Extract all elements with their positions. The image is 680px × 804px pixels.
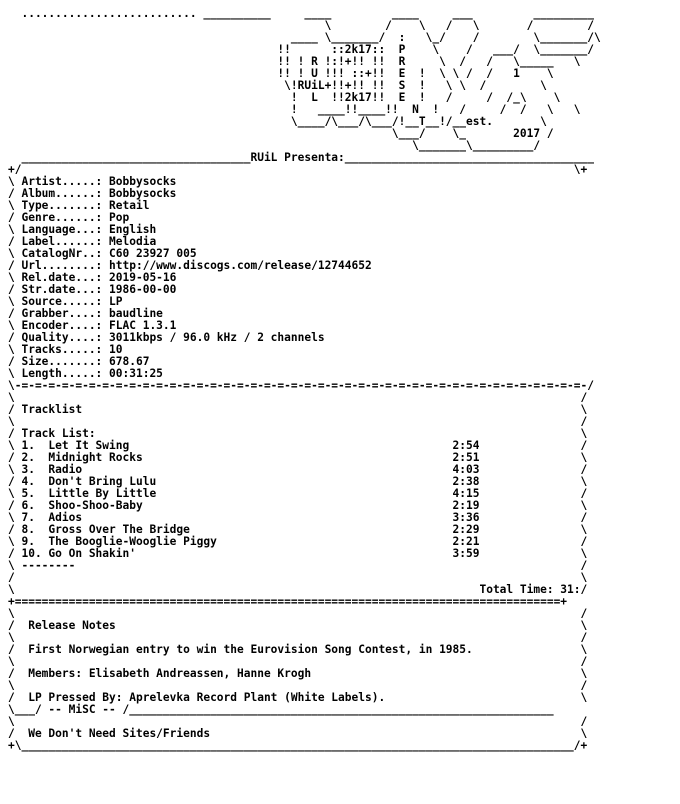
info-field: \ Language...: English <box>8 223 157 236</box>
logo-line: ! L !!2k17!! E ! / / /_\ \ <box>8 91 561 104</box>
top-border: +/ \+ <box>8 163 588 176</box>
logo-line: \_______\_________/ <box>8 139 541 152</box>
members-text: / Members: Elisabeth Andreassen, Hanne Krogh \ <box>8 667 588 680</box>
logo-line: \___/ \_ 2017 / <box>8 127 554 140</box>
frame-line: \ / <box>8 715 588 728</box>
logo-line: ! ____!!____!! N ! / / / \ \ <box>8 103 581 116</box>
info-field: / Size.......: 678.67 <box>8 355 150 368</box>
frame-line: \ / <box>8 607 588 620</box>
total-time: \ Total Time: 31:/ <box>8 583 588 596</box>
release-notes-text: / First Norwegian entry to win the Eurovision Song Contest, in 1985. \ <box>8 643 588 656</box>
frame-line: \ / <box>8 679 588 692</box>
tracklist-heading: / Tracklist \ <box>8 403 588 416</box>
info-field: \ Source.....: LP <box>8 295 123 308</box>
title-rule: __________________________________RUiL Presenta:_____________________________________ <box>8 151 594 164</box>
info-field: \ Type.......: Retail <box>8 199 150 212</box>
logo-line: !! ::2k17:: P \ / ___/ \_______/ <box>8 43 594 56</box>
track-row: / 2. Midnight Rocks 2:51 \ <box>8 451 588 464</box>
misc-text: / We Don't Need Sites/Friends \ <box>8 727 588 740</box>
frame-line: \ / <box>8 655 588 668</box>
logo-line: \ / \ / \ / / <box>8 19 594 32</box>
info-field: / Genre......: Pop <box>8 211 130 224</box>
info-field: \ Encoder....: FLAC 1.3.1 <box>8 319 177 332</box>
track-row: \ 3. Radio 4:03 / <box>8 463 588 476</box>
info-field: \ Artist.....: Bobbysocks <box>8 175 177 188</box>
logo-line: ____ \_______/ : \_/ / \_______/\ <box>8 31 601 44</box>
info-field: / Album......: Bobbysocks <box>8 187 177 200</box>
track-list-end: \ -------- / <box>8 559 588 572</box>
track-row: \ 1. Let It Swing 2:54 / <box>8 439 588 452</box>
pressed-text: / LP Pressed By: Aprelevka Record Plant (White Labels). \ <box>8 691 588 704</box>
section-separator: +=================================================================================+ <box>8 595 568 608</box>
info-field: / Url........: http://www.discogs.com/release/12744652 <box>8 259 372 272</box>
track-row: / 8. Gross Over The Bridge 2:29 \ <box>8 523 588 536</box>
info-field: / Str.date...: 1986-00-00 <box>8 283 177 296</box>
track-row: \ 5. Little By Little 4:15 / <box>8 487 588 500</box>
logo-line: .......................... __________ ____ ____ ___ _________ <box>8 7 594 20</box>
info-field: \ Tracks.....: 10 <box>8 343 123 356</box>
info-field: \ CatalogNr..: C60 23927 005 <box>8 247 197 260</box>
frame-line: \ / <box>8 391 588 404</box>
info-field: / Quality....: 3011kbps / 96.0 kHz / 2 channels <box>8 331 325 344</box>
frame-line: / \ <box>8 571 588 584</box>
track-row: / 10. Go On Shakin' 3:59 \ <box>8 547 588 560</box>
logo-line: !! ! U !!! ::+!! E ! \ \ / / 1 \ <box>8 67 554 80</box>
info-field: \ Length.....: 00:31:25 <box>8 367 163 380</box>
misc-rule: \___/ -- MiSC -- /_______________________________________________________________ <box>8 703 554 716</box>
frame-line: \ / <box>8 631 588 644</box>
track-row: \ 7. Adios 3:36 / <box>8 511 588 524</box>
logo-line: \!RUiL+!!+!! !! S ! \ \ / \ <box>8 79 547 92</box>
frame-line: \ / <box>8 415 588 428</box>
bottom-border: +\__________________________________________________________________________________/+ <box>8 739 588 752</box>
track-row: / 6. Shoo-Shoo-Baby 2:19 \ <box>8 499 588 512</box>
track-row: \ 9. The Booglie-Wooglie Piggy 2:21 / <box>8 535 588 548</box>
track-list-label: / Track List: \ <box>8 427 588 440</box>
track-row: / 4. Don't Bring Lulu 2:38 \ <box>8 475 588 488</box>
logo-line: !! ! R !:!+!! !! R \ / / \_____ \ <box>8 55 581 68</box>
section-separator: \-=-=-=-=-=-=-=-=-=-=-=-=-=-=-=-=-=-=-=-=-=-=-=-=-=-=-=-=-=-=-=-=-=-=-=-=-=-=-=-=-=-=-/ <box>8 379 594 392</box>
info-field: \ Rel.date...: 2019-05-16 <box>8 271 177 284</box>
release-notes-heading: / Release Notes \ <box>8 619 588 632</box>
info-field: / Grabber....: baudline <box>8 307 163 320</box>
logo-line: \____/\___/\___/!__T__!/__est. \ <box>8 115 547 128</box>
info-field: / Label......: Melodia <box>8 235 157 248</box>
